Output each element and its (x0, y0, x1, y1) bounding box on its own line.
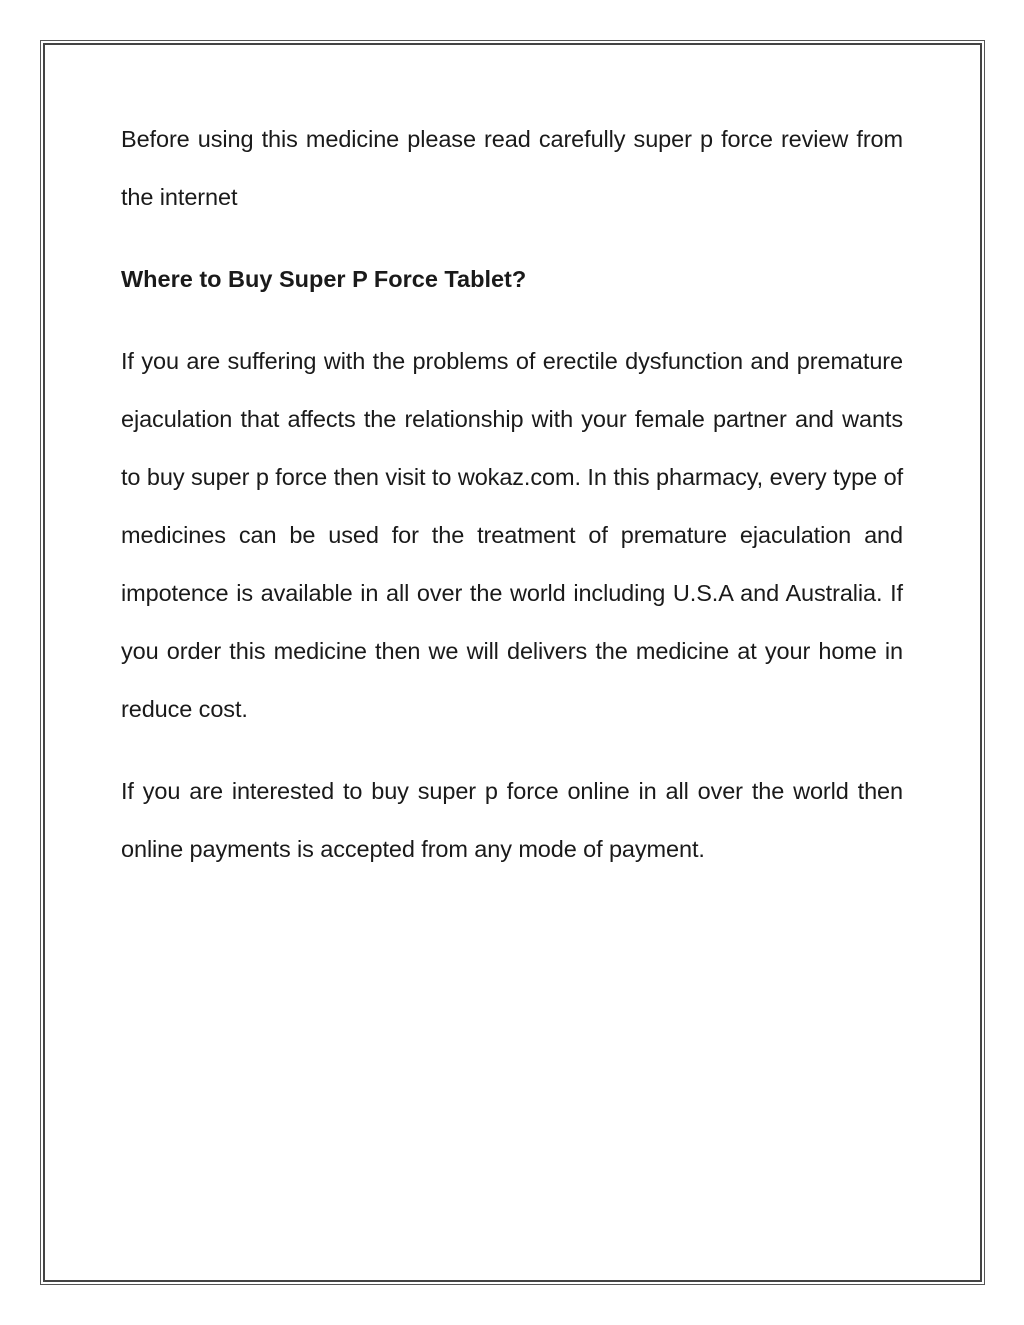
body-paragraph-1: If you are suffering with the problems of erectile dysfunction and premature ejaculation that affects the relationship with your female partner and wants to buy super p force then visit to wokaz.com. In this pharmacy, every type of medicines can be used for the treatment of premature ejaculation and impotence is available in all over the world including U.S.A and Australia. If you order this medicine then we will delivers the medicine at your home in reduce cost. (121, 348, 903, 722)
intro-paragraph: Before using this medicine please read carefully super p force review from the internet (121, 126, 903, 210)
document-body (121, 110, 903, 878)
body-paragraph-2: If you are interested to buy super p force online in all over the world then online payments is accepted from any mode of payment. (121, 778, 903, 862)
section-heading: Where to Buy Super P Force Tablet? (121, 266, 527, 292)
